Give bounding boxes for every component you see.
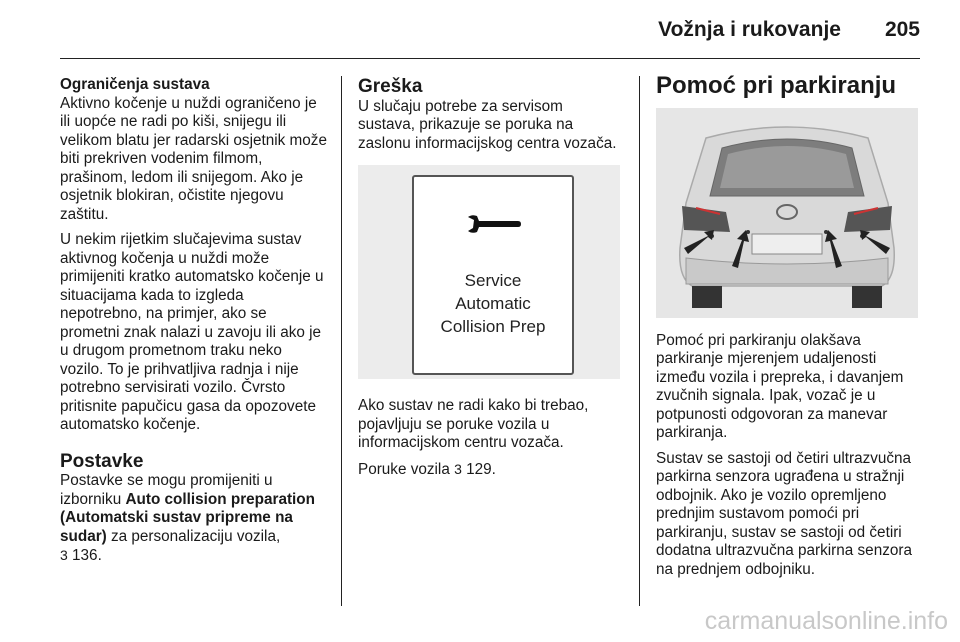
- chapter-title: Vožnja i rukovanje: [658, 18, 841, 41]
- limits-paragraph-2: U nekim rijetkim slučajevima sustav aktivnog kočenja u nuždi može primijeniti kratko automatsko kočenje u situacijama kada to izgleda nepotrebno, na primjer, ako se prometni znak nalazi u zavoju ili ako je u drugom prometnom traku neko vozilo. To je prihvatljiva radnja i nije potrebno servisirati vozilo. Čvrsto pritisnite papučicu gasa da opozovete automatsko kočenje.: [60, 231, 324, 433]
- column-divider-right: [639, 76, 640, 606]
- messages-ref-paragraph: [358, 460, 622, 480]
- settings-heading: Postavke: [60, 450, 144, 472]
- column-divider-left: [341, 76, 342, 606]
- page-ref-icon: 3: [60, 547, 68, 563]
- messages-text: Poruke vozila: [358, 460, 455, 478]
- error-paragraph-1: U slučaju potrebe za servisom sustava, prikazuje se poruka na zaslonu informacijskog centra vozača.: [358, 97, 617, 152]
- limits-paragraph-1: Aktivno kočenje u nuždi ograničeno je ili uopće ne radi po kiši, snijegu ili velikom blatu jer radarski osjetnik može biti prekriven vodenim filmom, prašinom, ledom ili snijegom. Ako je osjetnik blokiran, očistite njegovu zaštitu.: [60, 94, 327, 223]
- settings-menu-name: Auto collision preparation (Automatski sustav pripreme na sudar): [60, 490, 315, 545]
- column-right: [656, 72, 924, 586]
- column-middle: [358, 78, 622, 486]
- settings-text-a: Postavke se mogu promijeniti u izborniku: [60, 472, 273, 508]
- messages-page-ref[interactable]: 129.: [466, 460, 496, 478]
- dic-screen: [412, 175, 574, 375]
- car-rear-illustration: [656, 108, 918, 318]
- page-header: [658, 18, 920, 42]
- dic-display-illustration: [358, 165, 620, 379]
- error-heading: Greška: [358, 76, 423, 97]
- header-rule: [60, 58, 920, 59]
- watermark: carmanualsonline.info: [704, 607, 948, 635]
- settings-text-b: za personalizaciju vozila,: [106, 527, 281, 545]
- limits-heading: Ograničenja sustava: [60, 76, 210, 93]
- car-rear-sensors-image: [656, 108, 918, 318]
- dic-message: [414, 269, 572, 338]
- column-left: [60, 76, 328, 573]
- dic-line-3: Collision Prep: [440, 317, 546, 336]
- parking-paragraph-2: Sustav se sastoji od četiri ultrazvučna parkirna senzora ugrađena u stražnji odbojnik. Ako je vozilo opremljeno prednjim sustavom pomoći pri parkiranju, sustav se sastoji od četiri dodatna ultrazvučna parkirna senzora na prednjem odbojniku.: [656, 449, 912, 578]
- page-number: 205: [884, 18, 920, 41]
- page-ref-icon: 3: [454, 460, 462, 477]
- error-paragraph-2: Ako sustav ne radi kako bi trebao, pojavljuju se poruke vozila u informacijskom centru vozača.: [358, 397, 589, 451]
- dic-line-1: Service: [464, 271, 522, 290]
- parking-paragraph-1: Pomoć pri parkiranju olakšava parkiranje mjerenjem udaljenosti između vozila i prepreka, i davanjem zvučnih signala. Ipak, vozač je u potpunosti odgovoran za manevar parkiranja.: [656, 331, 904, 441]
- settings-paragraph: [60, 472, 328, 566]
- dic-line-2: Automatic: [455, 294, 531, 313]
- wrench-icon: [466, 213, 522, 235]
- settings-page-ref[interactable]: 136.: [72, 547, 102, 564]
- parking-heading: Pomoć pri parkiranju: [656, 72, 897, 99]
